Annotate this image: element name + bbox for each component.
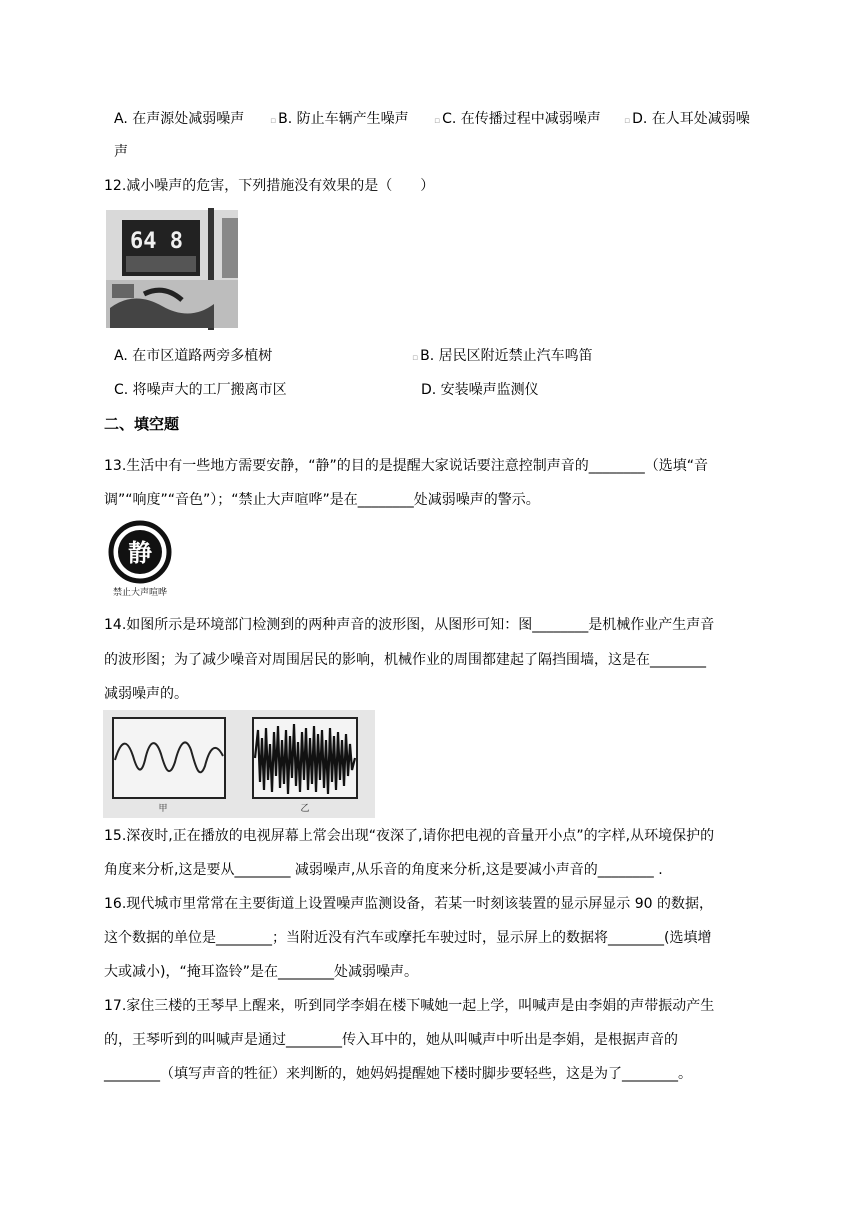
- bullet-dot-icon: ▫: [270, 116, 277, 126]
- q17-line-1: 17.家住三楼的王琴早上醒来，听到同学李娟在楼下喊她一起上学，叫喊声是由李娟的声带振动产生: [104, 998, 715, 1014]
- q14-line-3: 减弱噪声的。: [104, 686, 188, 702]
- q17-line-2: 的，王琴听到的叫喊声是通过________传入耳中的，她从叫喊声中听出是李娟，是根据声音的: [104, 1032, 678, 1048]
- section-title: 二、填空题: [104, 415, 180, 433]
- q11-option-d-wrap: 声: [114, 144, 128, 160]
- q11-option-b: [270, 109, 409, 131]
- q15-line-2: 角度来分析,这是要从________ 减弱噪声,从乐音的角度来分析,这是要减小声音的________ .: [104, 862, 663, 878]
- noise-display-number: 64 8: [130, 229, 183, 254]
- q14-waveform-figure: [103, 710, 375, 818]
- quiet-sign-char: 静: [128, 539, 152, 567]
- waveform-label-yi: 乙: [300, 804, 310, 814]
- q14-line-1: 14.如图所示是环境部门检测到的两种声音的波形图，从图形可知：图________是机械作业产生声音: [104, 617, 715, 633]
- q12-option-b: [412, 346, 593, 368]
- q17-line-3: ________（填写声音的牲征）来判断的，她妈妈提醒她下楼时脚步要轻些，这是为了________。: [104, 1066, 692, 1082]
- q11-option-a: A. 在声源处减弱噪声: [114, 111, 245, 127]
- q12-option-c: C. 将噪声大的工厂搬离市区: [114, 382, 287, 398]
- q13-line-1: 13.生活中有一些地方需要安静，“静”的目的是提醒大家说话要注意控制声音的________（选填“音: [104, 458, 709, 474]
- bullet-dot-icon: ▫: [624, 116, 631, 126]
- q12-option-a: A. 在市区道路两旁多植树: [114, 348, 273, 364]
- q11-option-d-text: D. 在人耳处减弱噪: [632, 111, 750, 127]
- waveform-label-jia: 甲: [158, 804, 168, 814]
- bullet-dot-icon: ▫: [434, 116, 441, 126]
- q13-line-2: 调”“响度”“音色”）；“禁止大声喧哗”是在________处减弱噪声的警示。: [104, 492, 540, 508]
- q11-option-b-text: B. 防止车辆产生噪声: [278, 111, 409, 127]
- q11-option-d: [624, 109, 750, 131]
- q11-option-c: [434, 109, 601, 131]
- bullet-dot-icon: ▫: [412, 353, 419, 363]
- quiet-sign-caption: 禁止大声喧哗: [112, 588, 168, 598]
- q16-line-3: 大或减小)，“掩耳盗铃”是在________处减弱噪声。: [104, 964, 418, 980]
- q11-option-c-text: C. 在传播过程中减弱噪声: [442, 111, 601, 127]
- q15-line-1: 15.深夜时,正在播放的电视屏幕上常会出现“夜深了,请你把电视的音量开小点”的字样,从环境保护的: [104, 828, 715, 844]
- q16-line-2: 这个数据的单位是________；当附近没有汽车或摩托车驶过时，显示屏上的数据将________(选填增: [104, 930, 712, 946]
- q12-question: 12.减小噪声的危害，下列措施没有效果的是（ ）: [104, 178, 435, 194]
- q14-line-2: 的波形图；为了减少噪音对周围居民的影响，机械作业的周围都建起了隔挡围墙，这是在________: [104, 652, 706, 668]
- q16-line-1: 16.现代城市里常常在主要街道上设置噪声监测设备，若某一时刻该装置的显示屏显示 90 的数据，: [104, 896, 713, 912]
- q12-option-d: D. 安装噪声监测仪: [421, 382, 539, 398]
- q13-quiet-sign: [104, 520, 180, 600]
- q12-option-b-text: B. 居民区附近禁止汽车鸣笛: [420, 348, 593, 364]
- q12-figure-noise-display-photo: [104, 208, 240, 330]
